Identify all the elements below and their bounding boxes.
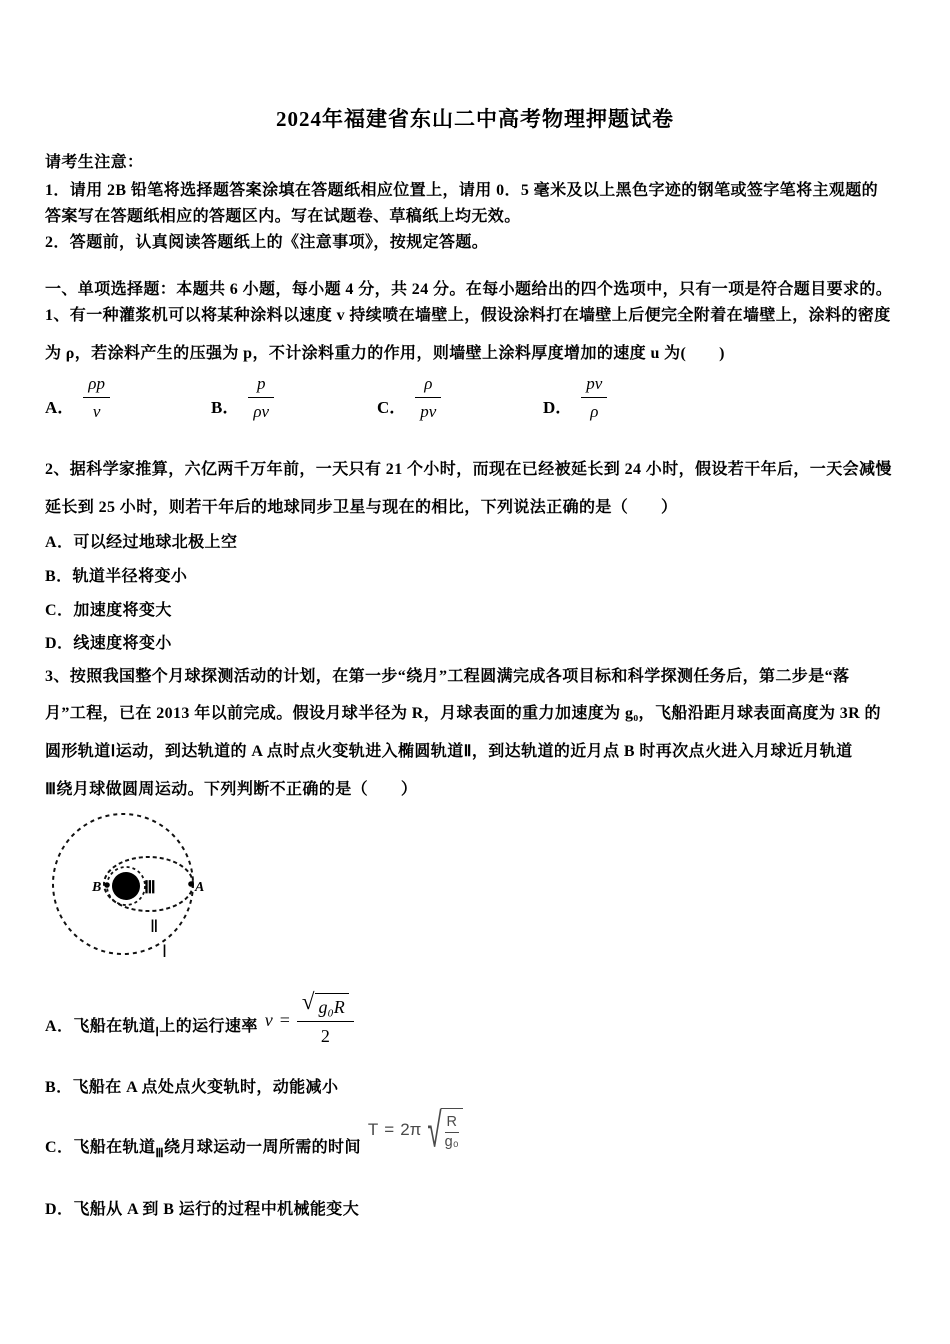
- q3-text-line-2: 月”工程，已在 2013 年以前完成。假设月球半径为 R，月球表面的重力加速度为 g₀，飞船沿距月球表面高度为 3R 的: [45, 705, 881, 722]
- q3-option-d: D．飞船从 A 到 B 运行的过程中机械能变大: [45, 1201, 360, 1218]
- q1-option-b-label: B．: [211, 398, 240, 418]
- orbit-diagram: [38, 806, 218, 968]
- notice-line-1: 1．请用 2B 铅笔将选择题答案涂填在答题纸相应位置上，请用 0．5 毫米及以上黑色字迹的钢笔或签字笔将主观题的: [45, 182, 879, 199]
- q1-option-b: [211, 373, 274, 423]
- q3-option-a-formula: v = √ g₀R 2: [265, 993, 354, 1047]
- orbit3-label: Ⅲ: [144, 878, 156, 897]
- page-title: 2024年福建省东山二中高考物理押题试卷: [276, 107, 674, 131]
- q3-option-c: [45, 1102, 463, 1170]
- q3-text-line-3: 圆形轨道Ⅰ运动，到达轨道的 A 点时点火变轨进入椭圆轨道Ⅱ，到达轨道的近月点 B 时再次点火进入月球近月轨道: [45, 743, 853, 760]
- q2-option-d: D．线速度将变小: [45, 635, 172, 652]
- q3-text-line-1: 3、按照我国整个月球探测活动的计划，在第一步“绕月”工程圆满完成各项目标和科学探测任务后，第二步是“落: [45, 668, 850, 685]
- q3-option-c-text: C．飞船在轨道$_Ⅲ$绕月球运动一周所需的时间: [45, 1138, 361, 1160]
- q2-option-b: B．轨道半径将变小: [45, 568, 188, 585]
- notice-line-2: 答案写在答题纸相应的答题区内。写在试题卷、草稿纸上均无效。: [45, 208, 521, 225]
- orbit2-label: Ⅱ: [150, 917, 159, 936]
- q3-option-a: [45, 989, 354, 1048]
- q1-option-d: [543, 373, 607, 423]
- notice-heading: 请考生注意：: [45, 154, 144, 171]
- q1-text-line-2: 为 ρ，若涂料产生的压强为 p，不计涂料重力的作用，则墙壁上涂料厚度增加的速度 u 为( ): [45, 345, 725, 362]
- q3-option-c-formula: T = 2π √ $\frac{R}{\text{g₀}}$: [368, 1108, 463, 1152]
- q2-option-a: A．可以经过地球北极上空: [45, 534, 238, 551]
- q1-option-d-label: D．: [543, 398, 573, 418]
- q1-option-b-fraction: $\frac{p}{\rho v}$: [248, 373, 274, 423]
- q1-option-d-fraction: $\frac{pv}{\rho}$: [581, 373, 607, 423]
- point-b-dot: [104, 882, 110, 888]
- notice-line-3: 2．答题前，认真阅读答题纸上的《注意事项》，按规定答题。: [45, 234, 489, 251]
- orbit1-subscript: Ⅰ: [155, 1024, 160, 1039]
- q2-option-c: C．加速度将变大: [45, 602, 172, 619]
- point-a-label: A: [195, 880, 205, 895]
- orbit1-label: Ⅰ: [162, 942, 168, 961]
- q3-text-line-4: Ⅲ绕月球做圆周运动。下列判断不正确的是（ ）: [45, 781, 418, 798]
- q1-option-a: [45, 373, 110, 423]
- orbit3-subscript: Ⅲ: [155, 1145, 165, 1160]
- moon: [112, 872, 140, 900]
- q1-option-c-label: C．: [377, 398, 407, 418]
- q1-text-line-1: 1、有一种灌浆机可以将某种涂料以速度 v 持续喷在墙壁上，假设涂料打在墙壁上后便完全附着在墙壁上，涂料的密度: [45, 307, 891, 324]
- radical-sign: √: [427, 1102, 442, 1158]
- q3-option-a-text: A．飞船在轨道$_Ⅰ$上的运行速率: [45, 1017, 258, 1039]
- q1-option-c-fraction: $\frac{\rho}{pv}$: [415, 373, 441, 423]
- section1-header: 一、单项选择题：本题共 6 小题，每小题 4 分，共 24 分。在每小题给出的四个选项中，只有一项是符合题目要求的。: [45, 281, 893, 298]
- q1-option-a-label: A．: [45, 398, 75, 418]
- q2-text-line-2: 延长到 25 小时，则若干年后的地球同步卫星与现在的相比，下列说法正确的是（ ）: [45, 499, 678, 516]
- radical-sign: √: [301, 989, 315, 1014]
- q1-option-c: [377, 373, 441, 423]
- q2-text-line-1: 2、据科学家推算，六亿两千万年前，一天只有 21 个小时，而现在已经被延长到 24 小时，假设若干年后，一天会减慢: [45, 461, 892, 478]
- point-b-label: B: [92, 880, 102, 895]
- q3-option-b: B．飞船在 A 点处点火变轨时，动能减小: [45, 1079, 339, 1096]
- q1-option-a-fraction: $\frac{\rho p}{v}$: [83, 373, 110, 423]
- point-a-dot: [188, 881, 194, 887]
